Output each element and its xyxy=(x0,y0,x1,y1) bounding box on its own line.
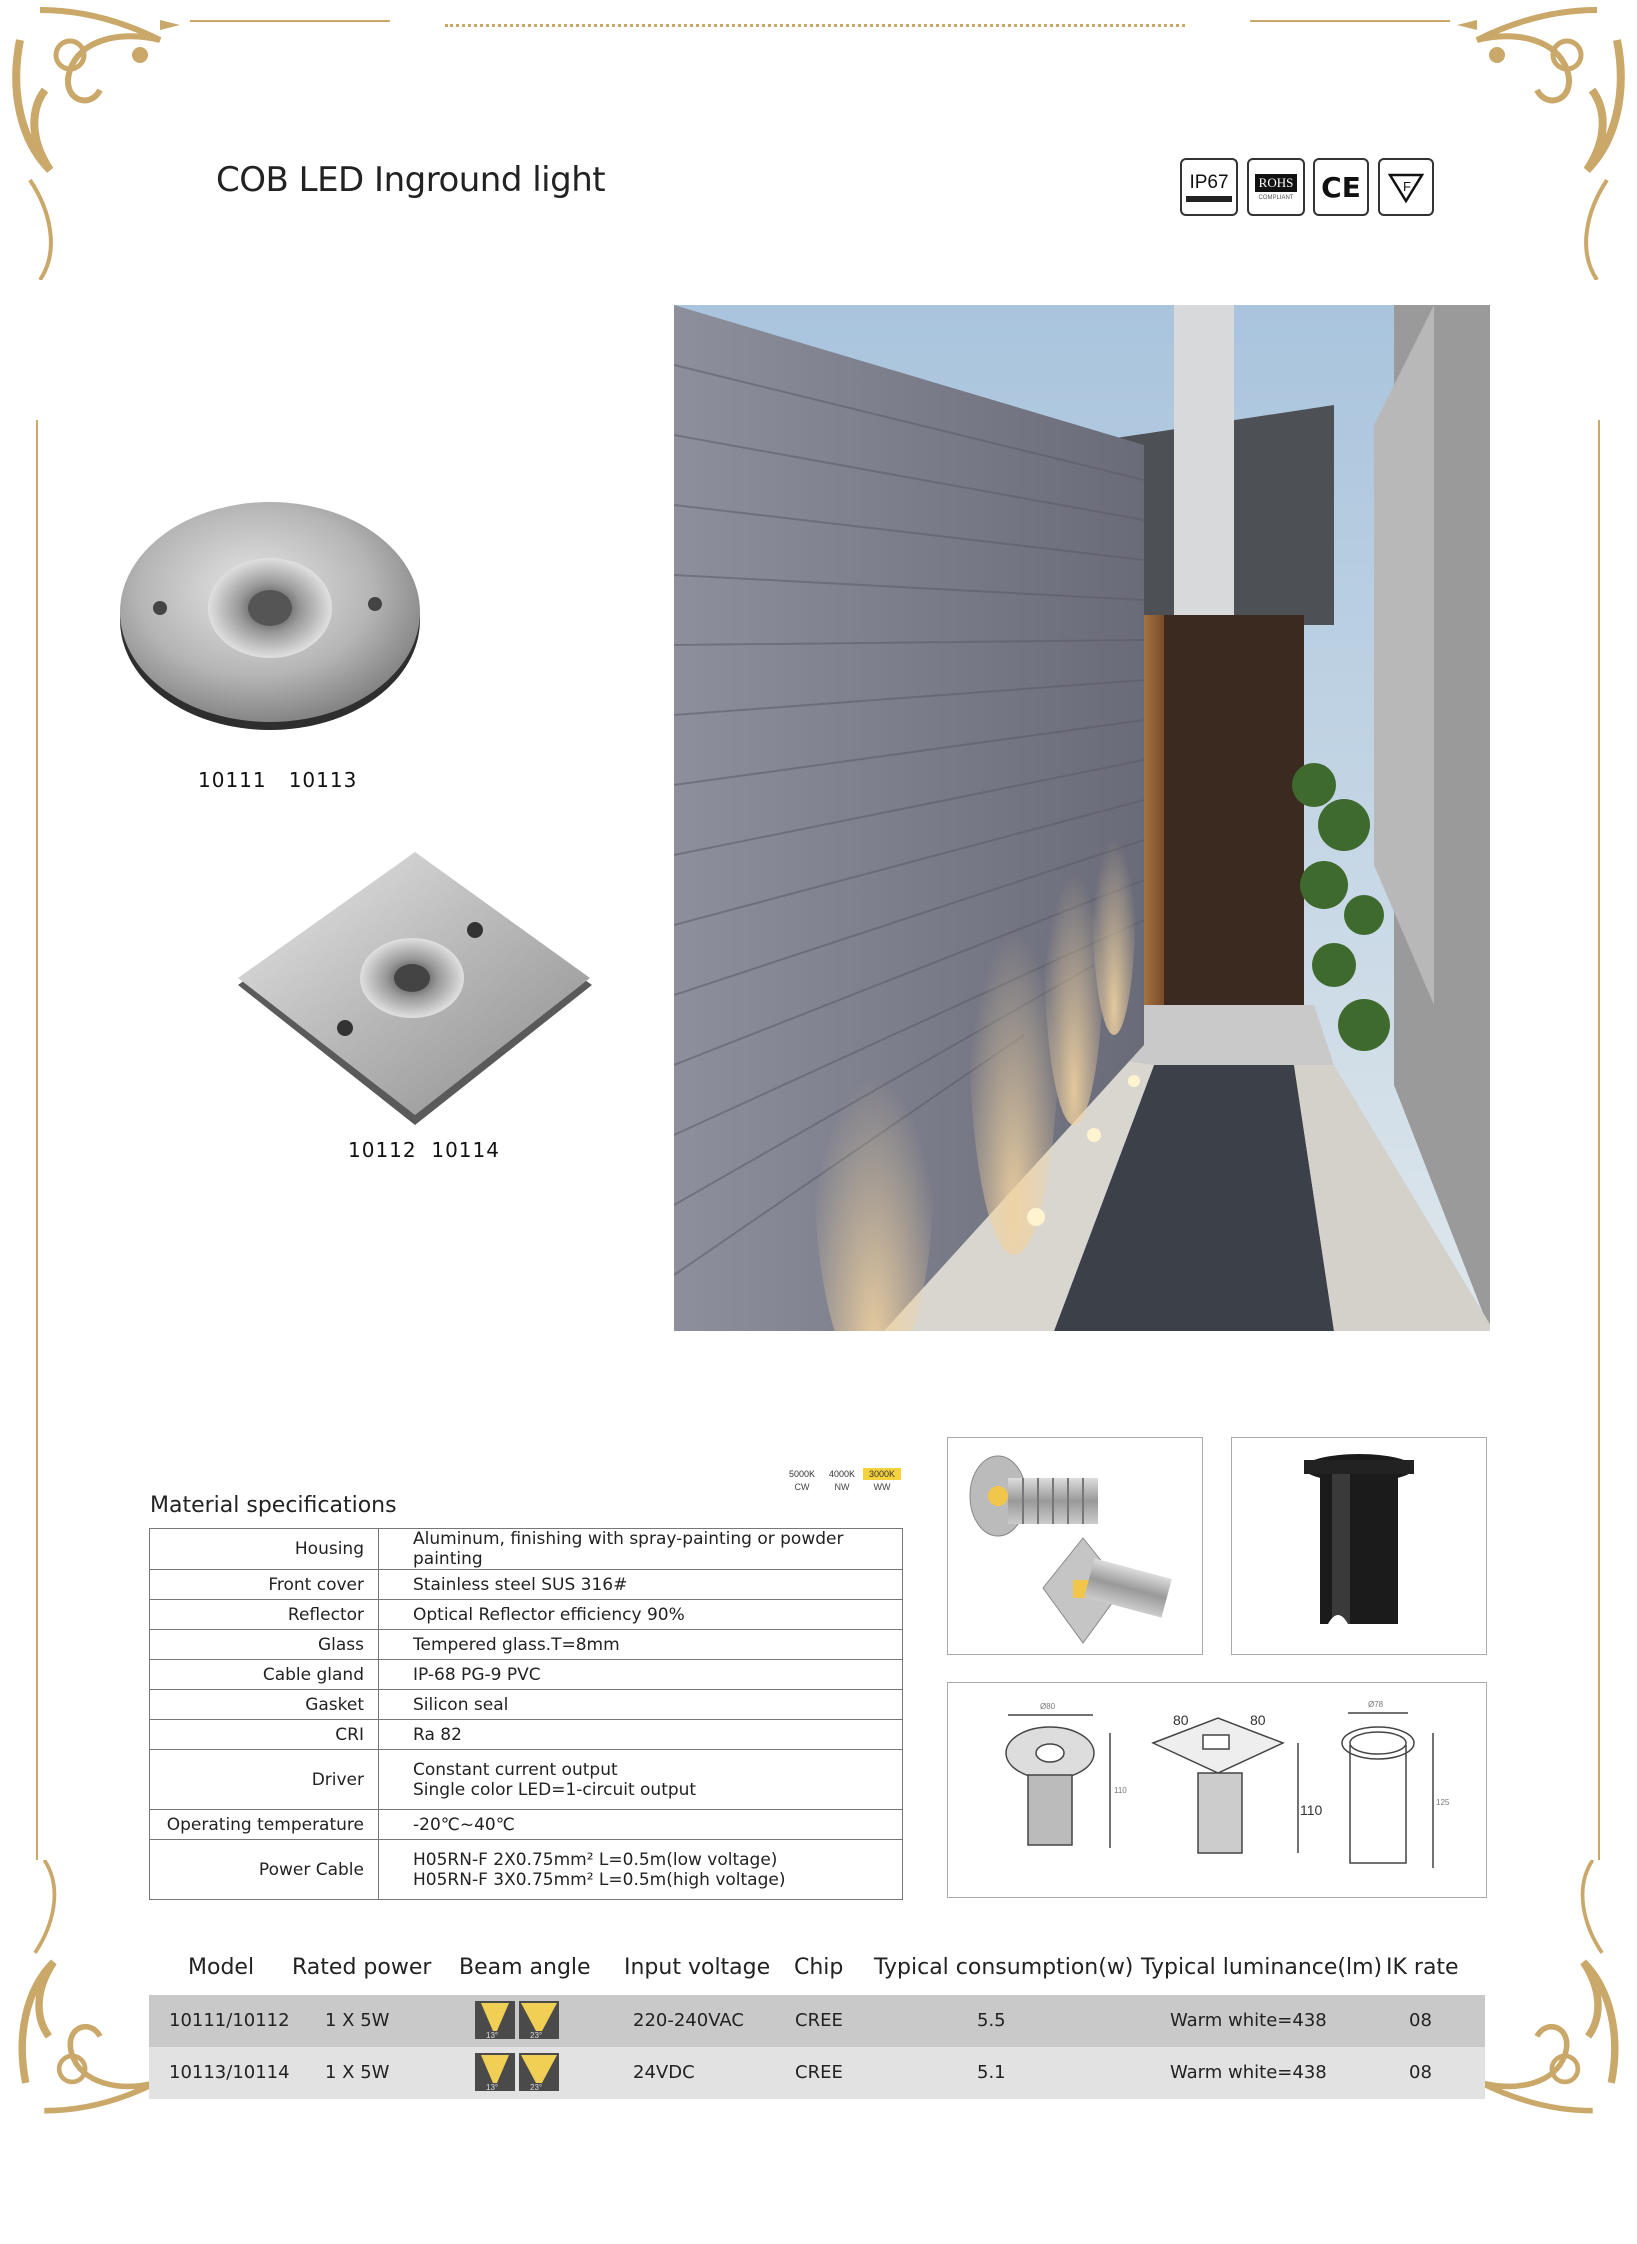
cct-code-nw: NW xyxy=(834,1482,850,1492)
rohs-label: ROHS xyxy=(1255,174,1298,192)
col-header-model: Model xyxy=(188,1955,255,1980)
side-view-box xyxy=(947,1437,1203,1655)
spec-row-gasket xyxy=(150,1690,903,1720)
table-row xyxy=(149,2047,1485,2099)
col-header-input-voltage: Input voltage xyxy=(624,1955,771,1980)
color-temperature-legend xyxy=(783,1468,901,1492)
spec-row-front-cover xyxy=(150,1570,903,1600)
spec-label: Gasket xyxy=(150,1690,379,1720)
cell-ik: 08 xyxy=(1409,2010,1432,2031)
frame-right-line xyxy=(1598,420,1600,1860)
cell-power: 1 X 5W xyxy=(325,2010,390,2031)
spec-label: Power Cable xyxy=(150,1840,379,1900)
square-fixture-models: 10112 10114 xyxy=(348,1138,500,1162)
cct-code-ww: WW xyxy=(873,1482,891,1492)
cell-chip: CREE xyxy=(795,2062,843,2083)
spec-row-power-cable xyxy=(150,1840,903,1900)
spec-label: Operating temperature xyxy=(150,1810,379,1840)
ce-badge: CE xyxy=(1313,158,1369,216)
dim-sq-h: 110 xyxy=(1300,1802,1323,1818)
spec-row-cable-gland xyxy=(150,1660,903,1690)
frame-top-line-right xyxy=(1250,20,1450,22)
spec-label: Housing xyxy=(150,1529,379,1570)
spec-label: Cable gland xyxy=(150,1660,379,1690)
spec-value: Silicon seal xyxy=(379,1690,903,1720)
beam-23-label: 23° xyxy=(530,2083,543,2091)
beam-13-label: 13° xyxy=(486,2031,499,2039)
sleeve-box xyxy=(1231,1437,1487,1655)
beam-23-icon xyxy=(519,2053,559,2091)
spec-value: Optical Reflector efficiency 90% xyxy=(379,1600,903,1630)
f-mark-letter: F xyxy=(1403,179,1411,194)
ip67-label: IP67 xyxy=(1189,172,1229,193)
spec-value: Tempered glass.T=8mm xyxy=(379,1630,903,1660)
installation-scene-image xyxy=(674,305,1490,1331)
cct-chip-cw xyxy=(783,1468,821,1492)
spec-label: Front cover xyxy=(150,1570,379,1600)
cell-model: 10113/10114 xyxy=(169,2062,290,2083)
dim-sq-d: 80 xyxy=(1250,1712,1266,1728)
spec-row-housing xyxy=(150,1529,903,1570)
cell-chip: CREE xyxy=(795,2010,843,2031)
spec-value-line-2: H05RN-F 3X0.75mm² L=0.5m(high voltage) xyxy=(413,1869,786,1890)
dim-round-h: 110 xyxy=(1114,1786,1127,1795)
side-view-fixtures-image xyxy=(948,1438,1202,1654)
dim-sleeve-d: Ø78 xyxy=(1368,1700,1384,1709)
table-row xyxy=(149,1995,1485,2047)
spec-value: Aluminum, finishing with spray-painting or powder painting xyxy=(379,1529,903,1570)
col-header-beam-angle: Beam angle xyxy=(459,1955,591,1980)
frame-top-line-dotted xyxy=(445,24,1185,27)
dimensions-box xyxy=(947,1682,1487,1898)
beam-13-icon xyxy=(475,2001,515,2039)
page-title: COB LED Inground light xyxy=(216,160,606,200)
frame-top-line-left xyxy=(190,20,390,22)
spec-value-line-2: Single color LED=1-circuit output xyxy=(413,1779,697,1800)
cct-k-ww: 3000K xyxy=(863,1468,901,1480)
spec-value: Stainless steel SUS 316# xyxy=(379,1570,903,1600)
square-fixture-image xyxy=(230,850,600,1130)
beam-13-icon xyxy=(475,2053,515,2091)
dim-sq-w: 80 xyxy=(1173,1712,1189,1728)
frame-left-line xyxy=(36,420,38,1860)
spec-value: Ra 82 xyxy=(379,1720,903,1750)
f-mark-icon xyxy=(1386,167,1426,207)
cell-model: 10111/10112 xyxy=(169,2010,290,2031)
material-specs-title: Material specifications xyxy=(150,1493,397,1518)
spec-value-line-1: H05RN-F 2X0.75mm² L=0.5m(low voltage) xyxy=(413,1849,778,1870)
round-fixture-models: 10111 10113 xyxy=(198,768,358,792)
embedded-sleeve-image xyxy=(1232,1438,1486,1654)
spec-row-glass xyxy=(150,1630,903,1660)
f-mark-badge xyxy=(1378,158,1434,216)
dimension-drawings xyxy=(948,1683,1486,1897)
cell-voltage: 24VDC xyxy=(633,2062,695,2083)
spec-label: Glass xyxy=(150,1630,379,1660)
round-fixture-image xyxy=(115,490,425,740)
ornament-top-right-icon xyxy=(1437,0,1637,280)
ip67-badge xyxy=(1180,158,1238,216)
beam-23-icon xyxy=(519,2001,559,2039)
dim-round-d: Ø80 xyxy=(1040,1702,1056,1711)
col-header-rated-power: Rated power xyxy=(292,1955,432,1980)
cct-chip-ww xyxy=(863,1468,901,1492)
beam-23-label: 23° xyxy=(530,2031,543,2039)
rohs-badge xyxy=(1247,158,1305,216)
cell-consumption: 5.5 xyxy=(977,2010,1006,2031)
spec-row-reflector xyxy=(150,1600,903,1630)
col-header-ik-rate: IK rate xyxy=(1386,1955,1459,1980)
cct-code-cw: CW xyxy=(794,1482,810,1492)
cell-power: 1 X 5W xyxy=(325,2062,390,2083)
spec-value xyxy=(379,1750,903,1810)
spec-row-operating-temperature xyxy=(150,1810,903,1840)
cell-voltage: 220-240VAC xyxy=(633,2010,744,2031)
ip67-bar xyxy=(1186,196,1232,202)
rohs-sub-label: COMPLIANT xyxy=(1258,194,1294,201)
beam-13-label: 13° xyxy=(486,2083,499,2091)
material-specs-table xyxy=(149,1528,903,1900)
cell-ik: 08 xyxy=(1409,2062,1432,2083)
spec-value: IP-68 PG-9 PVC xyxy=(379,1660,903,1690)
spec-label: Reflector xyxy=(150,1600,379,1630)
spec-label: CRI xyxy=(150,1720,379,1750)
col-header-chip: Chip xyxy=(794,1955,844,1980)
spec-row-cri xyxy=(150,1720,903,1750)
ornament-top-left-icon xyxy=(0,0,200,280)
scene-illustration xyxy=(674,305,1490,1331)
spec-value: -20℃~40℃ xyxy=(379,1810,903,1840)
cell-luminance: Warm white=438 xyxy=(1170,2062,1327,2083)
spec-label: Driver xyxy=(150,1750,379,1810)
spec-row-driver xyxy=(150,1750,903,1810)
col-header-luminance: Typical luminance(lm) xyxy=(1141,1955,1383,1980)
col-header-consumption: Typical consumption(w) xyxy=(874,1955,1134,1980)
cell-consumption: 5.1 xyxy=(977,2062,1006,2083)
cell-luminance: Warm white=438 xyxy=(1170,2010,1327,2031)
spec-value xyxy=(379,1840,903,1900)
dim-sleeve-h: 125 xyxy=(1436,1798,1450,1807)
cct-k-cw: 5000K xyxy=(788,1469,816,1479)
spec-value-line-1: Constant current output xyxy=(413,1759,618,1780)
cct-chip-nw xyxy=(823,1468,861,1492)
cct-k-nw: 4000K xyxy=(828,1469,856,1479)
